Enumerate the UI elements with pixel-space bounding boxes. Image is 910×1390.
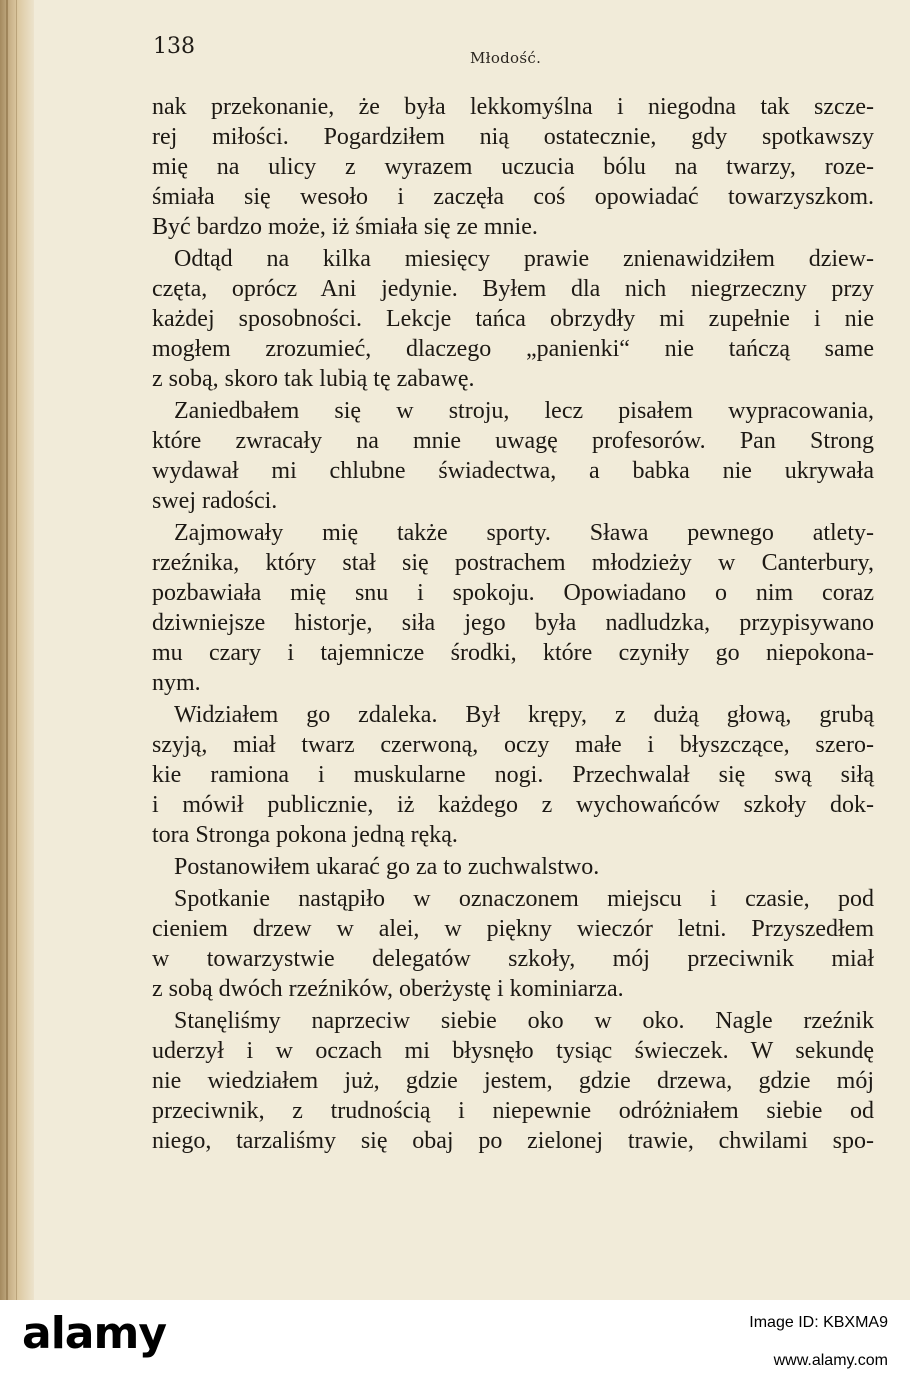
text-line: wydawał mi chlubne świadectwa, a babka nie ukrywała: [152, 458, 874, 484]
paragraph: [152, 518, 874, 698]
text-line: kie ramiona i muskularne nogi. Przechwalał się swą siłą: [152, 762, 874, 788]
paragraph: [152, 1006, 874, 1156]
text-line: przeciwnik, z trudnością i niepewnie odróżniałem siebie od: [152, 1098, 874, 1124]
text-line: uderzył i w oczach mi błysnęło tysiąc świeczek. W sekundę: [152, 1038, 874, 1064]
page-number: 138: [153, 34, 195, 59]
text-line: nym.: [152, 670, 201, 696]
text-line: Zaniedbałem się w stroju, lecz pisałem wypracowania,: [174, 398, 874, 424]
text-line: w towarzystwie delegatów szkoły, mój przeciwnik miał: [152, 946, 874, 972]
text-line: dziwniejsze historje, siła jego była nadludzka, przypisywano: [152, 610, 874, 636]
text-line: Odtąd na kilka miesięcy prawie znienawidziłem dziew-: [174, 246, 874, 272]
text-line: Stanęliśmy naprzeciw siebie oko w oko. Nagle rzeźnik: [174, 1008, 874, 1034]
text-line: cieniem drzew w alei, w piękny wieczór letni. Przyszedłem: [152, 916, 874, 942]
paragraph: [152, 396, 874, 516]
image-id-label: Image ID: KBXMA9: [749, 1314, 888, 1331]
text-line: mogłem zrozumieć, dlaczego „panienki“ nie tańczą same: [152, 336, 874, 362]
text-line: Zajmowały mię także sporty. Sława pewnego atlety-: [174, 520, 874, 546]
text-line: szyją, miał twarz czerwoną, oczy małe i błyszczące, szero-: [152, 732, 874, 758]
text-line: rzeźnika, który stał się postrachem młodzieży w Canterbury,: [152, 550, 874, 576]
text-line: Postanowiłem ukarać go za to zuchwalstwo.: [174, 854, 600, 880]
text-line: każdej sposobności. Lekcje tańca obrzydły mi zupełnie i nie: [152, 306, 874, 332]
running-header: Młodość.: [470, 49, 542, 67]
text-line: niego, tarzaliśmy się obaj po zielonej trawie, chwilami spo-: [152, 1128, 874, 1154]
text-line: i mówił publicznie, iż każdego z wychowańców szkoły dok-: [152, 792, 874, 818]
paragraph: [152, 244, 874, 394]
paragraph: [152, 92, 874, 242]
body-text: [152, 92, 874, 1158]
paragraph: [152, 852, 874, 882]
site-url-label: www.alamy.com: [773, 1352, 888, 1369]
text-line: nak przekonanie, że była lekkomyślna i niegodna tak szcze-: [152, 94, 874, 120]
text-line: nie wiedziałem już, gdzie jestem, gdzie drzewa, gdzie mój: [152, 1068, 874, 1094]
text-line: mu czary i tajemnicze środki, które czyniły go niepokona-: [152, 640, 874, 666]
paragraph: [152, 884, 874, 1004]
text-line: rej miłości. Pogardziłem nią ostatecznie, gdy spotkawszy: [152, 124, 874, 150]
text-line: tora Stronga pokona jedną ręką.: [152, 822, 458, 848]
text-line: Widziałem go zdaleka. Był krępy, z dużą głową, grubą: [174, 702, 874, 728]
text-line: Być bardzo może, iż śmiała się ze mnie.: [152, 214, 538, 240]
alamy-logo: alamy: [22, 1308, 166, 1359]
text-line: częta, oprócz Ani jedynie. Byłem dla nich niegrzeczny przy: [152, 276, 874, 302]
text-line: śmiała się wesoło i zaczęła coś opowiadać towarzyszkom.: [152, 184, 874, 210]
text-line: które zwracały na mnie uwagę profesorów. Pan Strong: [152, 428, 874, 454]
text-line: z sobą dwóch rzeźników, oberżystę i kominiarza.: [152, 976, 624, 1002]
text-line: swej radości.: [152, 488, 278, 514]
text-line: z sobą, skoro tak lubią tę zabawę.: [152, 366, 475, 392]
text-line: mię na ulicy z wyrazem uczucia bólu na twarzy, roze-: [152, 154, 874, 180]
text-line: pozbawiała mię snu i spokoju. Opowiadano o nim coraz: [152, 580, 874, 606]
paragraph: [152, 700, 874, 850]
book-gutter: [0, 0, 34, 1300]
text-line: Spotkanie nastąpiło w oznaczonem miejscu i czasie, pod: [174, 886, 874, 912]
